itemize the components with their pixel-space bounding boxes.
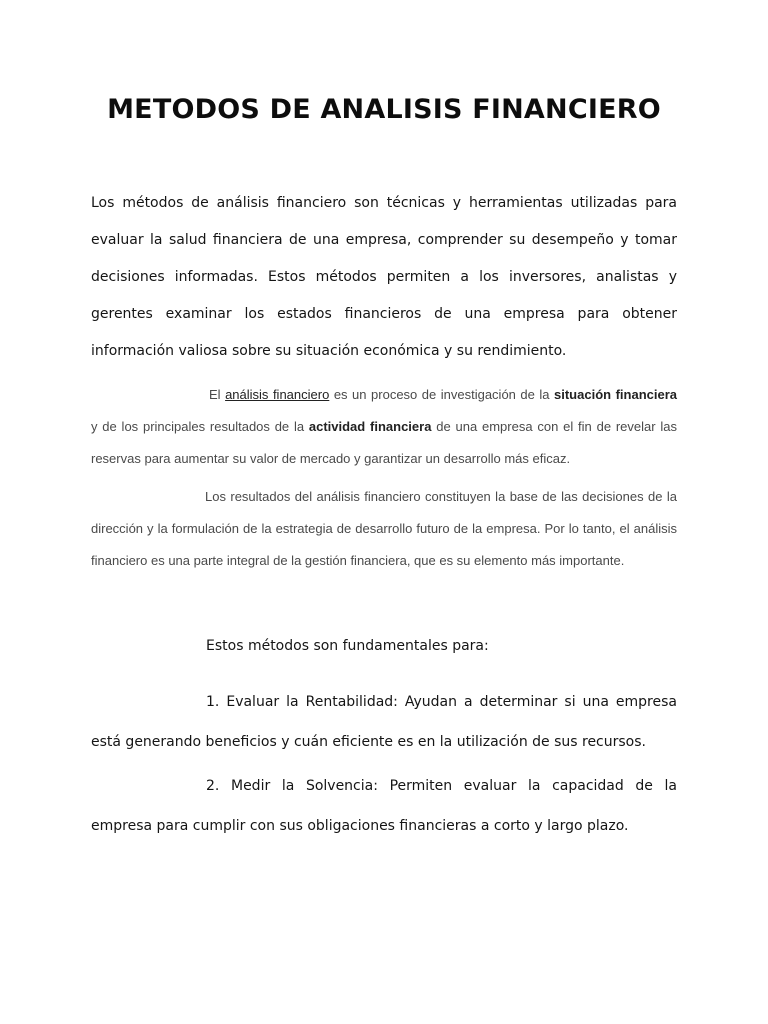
intro-paragraph: Los métodos de análisis financiero son técnicas y herramientas utilizadas para evaluar la salud financiera de una empresa, comprender su desempeño y tomar decisiones informadas. Estos métodos permiten a los inversores, analistas y gerentes examinar los estados financieros de una empresa para obtener información valiosa sobre su situación económica y su rendimiento. (91, 195, 677, 359)
list-item-text: 2. Medir la Solvencia: Permiten evaluar la capacidad de la empresa para cumplir con sus obligaciones financieras a corto y largo plazo. (91, 778, 677, 834)
results-paragraph (91, 481, 677, 577)
definition-text-3: y de los principales resultados de la (91, 419, 309, 434)
analisis-financiero-link[interactable]: análisis financiero (225, 387, 330, 402)
situacion-financiera-bold: situación financiera (554, 387, 678, 402)
results-text: Los resultados del análisis financiero constituyen la base de las decisiones de la dirección y la formulación de la estrategia de desarrollo futuro de la empresa. Por lo tanto, el análisis financiero es una parte integral de la gestión financiera, que es su elemento más importante. (91, 489, 677, 568)
definition-text-2: es un proceso de investigación de la (329, 387, 555, 402)
actividad-financiera-bold: actividad financiera (308, 419, 432, 434)
list-item (91, 682, 677, 762)
definition-text-4: de una empresa con el fin de revelar las reservas para aumentar su valor de mercado y garantizar un desarrollo más eficaz. (91, 419, 677, 466)
list-intro: Estos métodos son fundamentales para: (206, 638, 489, 654)
definition-text-1: El (209, 387, 226, 402)
document-title: METODOS DE ANALISIS FINANCIERO (107, 94, 661, 125)
definition-paragraph (91, 379, 677, 475)
list-item-text: 1. Evaluar la Rentabilidad: Ayudan a determinar si una empresa está generando beneficios y cuán eficiente es en la utilización de sus recursos. (91, 694, 677, 750)
list-item (91, 766, 677, 846)
